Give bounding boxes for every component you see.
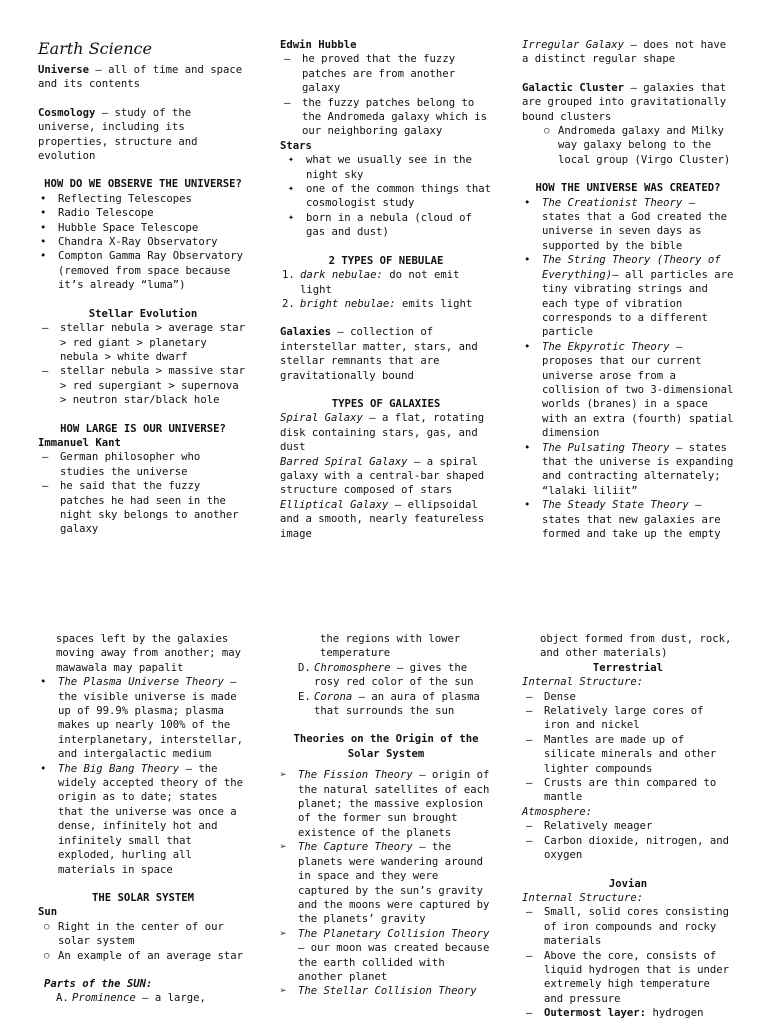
list-item: [522, 819, 734, 833]
column-4: [38, 632, 248, 1006]
list-item-text: he proved that the fuzzy patches are from another galaxy: [302, 53, 456, 95]
dash-marker: –: [284, 96, 291, 109]
def-cosmology: – study of the universe, including its properties, structure and evolution: [38, 106, 198, 163]
star-marker: ✦: [288, 183, 295, 195]
continued-text: the regions with lower temperature: [320, 633, 461, 660]
outermost-layer-list: [522, 1006, 734, 1020]
terrestrial-internal-list: [522, 690, 734, 805]
item-term: The Big Bang Theory: [58, 762, 180, 775]
continued-text: object formed from dust, rock, and other materials): [540, 633, 732, 660]
column-5: [280, 632, 492, 999]
origin-theories-list: [280, 768, 492, 999]
item-term: dark nebulae:: [300, 269, 383, 282]
item-definition: – proposes that our current universe arose from a collision of two 3-dimensional worlds (branes) in a space with an extra (fourth) spatial dimension: [542, 340, 734, 440]
kant-name: Immanuel Kant: [38, 436, 121, 449]
bullet-marker: •: [524, 499, 531, 512]
list-item-text: Andromeda galaxy and Milky way galaxy belong to the local group (Virgo Cluster): [558, 125, 731, 166]
list-item: [280, 768, 492, 840]
galaxy-types-list: [280, 411, 492, 541]
list-item: [38, 450, 248, 479]
item-term: The Steady State Theory: [542, 499, 689, 512]
list-item-text: An example of an average star: [58, 949, 243, 962]
list-item: [38, 364, 248, 407]
list-item: [280, 182, 492, 211]
list-item: [38, 249, 248, 292]
list-item-text: Dense: [544, 690, 576, 703]
list-item: [38, 949, 248, 963]
list-item: [38, 235, 248, 249]
item-definition: – gives the rosy red color of the sun: [314, 661, 474, 689]
list-item-text: Right in the center of our solar system: [58, 920, 224, 948]
term-stars: Stars: [280, 139, 312, 152]
list-item: [38, 192, 248, 206]
list-item: [522, 704, 734, 733]
list-item: [38, 920, 248, 949]
list-item: [280, 153, 492, 182]
item-definition: – all particles are tiny vibrating strings and each type of vibration corresponds to a different particle: [542, 268, 734, 339]
star-marker: ✦: [288, 211, 295, 223]
list-item: [38, 479, 248, 537]
item-term: The Plasma Universe Theory: [58, 676, 224, 689]
item-term: bright nebulae:: [300, 297, 396, 310]
list-item: [522, 498, 734, 541]
dash-marker: –: [526, 820, 533, 833]
theories-continued-list: [38, 675, 248, 877]
list-item: [280, 96, 492, 139]
list-item: [38, 206, 248, 220]
item-term: The Capture Theory: [298, 841, 413, 854]
sun-parts-list-continued: [280, 661, 492, 719]
bullet-marker: •: [524, 340, 531, 353]
item-number: D.: [298, 661, 311, 674]
item-term: The Ekpyrotic Theory: [542, 340, 670, 353]
creation-theories-list: [522, 196, 734, 542]
heading-universe-created: HOW THE UNIVERSE WAS CREATED?: [535, 182, 721, 195]
list-item: [522, 776, 734, 805]
list-item-text: Crusts are thin compared to mantle: [544, 777, 717, 804]
dash-marker: –: [526, 906, 533, 919]
label-jovian-internal-structure: Internal Structure:: [522, 891, 644, 904]
list-item-text: what we usually see in the night sky: [306, 154, 472, 181]
list-item-text: Small, solid cores consisting of iron compounds and rocky materials: [544, 906, 729, 948]
list-item: [38, 762, 248, 877]
arrow-marker: ➢: [280, 926, 287, 940]
term-cluster: Galactic Cluster: [522, 81, 625, 94]
list-item-text: Relatively meager: [544, 820, 653, 833]
galaxy-type-term: Elliptical Galaxy: [280, 498, 389, 511]
item-definition: – states that a God created the universe in seven days as supported by the bible: [542, 196, 727, 252]
dash-marker: –: [526, 777, 533, 790]
heading-types-of-galaxies: TYPES OF GALAXIES: [331, 397, 441, 410]
item-number: A.: [56, 992, 69, 1005]
list-item: [280, 840, 492, 926]
item-term: The Planetary Collision Theory: [298, 927, 490, 940]
galaxy-type: [280, 411, 492, 454]
stellar-list: [38, 321, 248, 407]
dash-marker: –: [42, 365, 49, 378]
item-definition: – states that new galaxies are formed and take up the empty: [542, 499, 721, 540]
list-item: [280, 661, 492, 690]
sun-list: [38, 920, 248, 963]
dash-marker: –: [526, 949, 533, 962]
list-item: [522, 1006, 734, 1020]
ring-marker: ○: [44, 921, 50, 932]
heading-parts-of-sun: Parts of the SUN:: [44, 977, 153, 990]
bullet-marker: •: [524, 254, 531, 267]
def-outermost-layer: hydrogen: [646, 1007, 704, 1020]
bullet-marker: •: [40, 236, 47, 249]
list-item: [522, 733, 734, 776]
list-item-text: Chandra X-Ray Observatory: [58, 236, 218, 249]
list-item-text: Mantles are made up of silicate minerals and other lighter compounds: [544, 733, 717, 775]
list-item: [522, 253, 734, 339]
def-galaxies: – collection of interstellar matter, stars, and stellar remnants that are gravitationally bound: [280, 326, 478, 382]
list-item-text: born in a nebula (cloud of gas and dust): [306, 211, 472, 239]
hubble-list: [280, 52, 492, 138]
list-item: [280, 690, 492, 719]
observe-list: [38, 192, 248, 293]
def-universe: – all of time and space and its contents: [38, 64, 243, 91]
list-item: [280, 268, 492, 297]
list-item: [280, 984, 492, 998]
item-term: The Fission Theory: [298, 769, 413, 782]
nebulae-list: [280, 268, 492, 311]
item-definition: do not emit light: [300, 269, 460, 296]
item-term: The String Theory (Theory of Everything): [542, 254, 721, 281]
heading-how-large: HOW LARGE IS OUR UNIVERSE?: [60, 422, 226, 435]
label-atmosphere: Atmosphere:: [522, 805, 593, 818]
item-number: 2.: [282, 297, 295, 310]
ring-marker: ○: [544, 126, 550, 137]
item-definition: emits light: [395, 297, 473, 310]
bullet-marker: •: [40, 676, 47, 689]
column-3: [522, 38, 734, 541]
bullet-marker: •: [40, 250, 47, 263]
list-item-text: Radio Telescope: [58, 207, 154, 220]
item-term: The Creationist Theory: [542, 196, 683, 209]
list-item: [38, 991, 248, 1005]
list-item-text: Carbon dioxide, nitrogen, and oxygen: [544, 834, 729, 862]
ring-marker: ○: [44, 950, 50, 961]
list-item-text: Reflecting Telescopes: [58, 192, 192, 205]
bullet-marker: •: [40, 192, 47, 205]
list-item-text: stellar nebula > average star > red giant > planetary nebula > white dwarf: [60, 322, 245, 363]
galaxy-type-term: Barred Spiral Galaxy: [280, 455, 408, 468]
heading-solar-system: THE SOLAR SYSTEM: [91, 891, 195, 904]
hubble-name: Edwin Hubble: [280, 39, 357, 51]
list-item: [280, 52, 492, 95]
term-cosmology: Cosmology: [38, 106, 96, 119]
cosmology-definition: [38, 106, 248, 164]
list-item-text: stellar nebula > massive star > red supergiant > supernova > neutron star/black hole: [60, 365, 245, 407]
def-irregular: – does not have a distinct regular shape: [522, 39, 727, 66]
list-item: [522, 949, 734, 1007]
list-item-text: German philosopher who studies the universe: [60, 451, 201, 478]
cluster-list: [522, 124, 734, 167]
irregular-galaxy-definition: [522, 38, 734, 67]
item-definition: – the planets were wandering around in space and they were captured by the sun’s gravity and the moons were captured by the planets’ gravity: [298, 841, 490, 926]
item-number: E.: [298, 690, 311, 703]
item-definition: – our moon was created because the earth collided with another planet: [298, 942, 490, 983]
list-item-text: the fuzzy patches belong to the Andromeda galaxy which is our neighboring galaxy: [302, 96, 487, 138]
term-irregular: Irregular Galaxy: [522, 39, 625, 51]
galactic-cluster-definition: [522, 81, 734, 124]
heading-origin-theories: Theories on the Origin of the Solar System: [293, 733, 479, 760]
def-cluster: – galaxies that are grouped into gravitationally bound clusters: [522, 81, 727, 123]
term-galaxies: Galaxies: [280, 326, 332, 339]
item-definition: – the widely accepted theory of the origin as to date; states that the universe was once a dense, infinitely hot and infinitely small that exploded, hurling all materials in space: [58, 762, 243, 876]
star-marker: ✦: [288, 154, 295, 166]
arrow-marker: ➢: [280, 768, 287, 782]
heading-terrestrial: Terrestrial: [592, 661, 664, 674]
list-item-text: Hubble Space Telescope: [58, 221, 199, 234]
continued-text: spaces left by the galaxies moving away from another; may mawawala may papalit: [56, 633, 241, 674]
column-1: [38, 38, 248, 537]
label-internal-structure: Internal Structure:: [522, 676, 644, 689]
list-item: [38, 321, 248, 364]
list-item: [522, 340, 734, 441]
galaxy-type-definition: – ellipsoidal and a smooth, nearly featureless image: [280, 498, 485, 540]
list-item: [522, 196, 734, 254]
list-item-text: one of the common things that cosmologist study: [306, 183, 491, 210]
list-item: [280, 211, 492, 240]
arrow-marker: ➢: [280, 984, 287, 998]
item-definition: – origin of the natural satellites of each planet; the massive explosion of the former sun brought existence of the planets: [298, 769, 490, 839]
list-item: [280, 297, 492, 311]
item-term: Chromosphere: [314, 661, 391, 674]
list-item-text: Relatively large cores of iron and nickel: [544, 705, 704, 732]
galaxies-definition: [280, 325, 492, 383]
sun-parts-list: [38, 991, 248, 1005]
column-2: [280, 38, 492, 541]
galaxy-type-definition: – a flat, rotating disk containing stars, gas, and dust: [280, 412, 485, 454]
kant-list: [38, 450, 248, 536]
dash-marker: –: [526, 690, 533, 703]
item-term: Corona: [314, 690, 353, 703]
galaxy-type-term: Spiral Galaxy: [280, 412, 363, 425]
heading-stellar-evolution: Stellar Evolution: [88, 307, 198, 320]
list-item: [280, 927, 492, 985]
universe-definition: [38, 63, 248, 92]
dash-marker: –: [526, 705, 533, 718]
list-item: [522, 441, 734, 499]
galaxy-type-definition: – a spiral galaxy with a central-bar shaped structure composed of stars: [280, 455, 485, 497]
list-item: [522, 690, 734, 704]
dash-marker: –: [42, 480, 49, 493]
term-sun: Sun: [38, 906, 58, 919]
item-definition: – states that the universe is expanding and contracting alternately; “lalaki liliit”: [542, 441, 734, 497]
terrestrial-atmosphere-list: [522, 819, 734, 862]
dash-marker: –: [42, 322, 49, 335]
list-item: [522, 905, 734, 948]
item-term: The Pulsating Theory: [542, 441, 670, 454]
column-6: [522, 632, 734, 1021]
list-item: [38, 221, 248, 235]
bullet-marker: •: [40, 762, 47, 775]
bullet-marker: •: [524, 441, 531, 454]
dash-marker: –: [42, 451, 49, 464]
item-number: 1.: [282, 269, 295, 282]
arrow-marker: ➢: [280, 840, 287, 854]
item-definition: – the visible universe is made up of 99.9% plasma; plasma makes up nearly 100% of the interplanetary, interstellar, and intergalactic medium: [58, 676, 243, 761]
dash-marker: –: [526, 834, 533, 847]
item-term: Prominence: [72, 992, 136, 1005]
list-item: [522, 124, 734, 167]
bullet-marker: •: [40, 221, 47, 234]
bullet-marker: •: [40, 207, 47, 220]
list-item-text: Above the core, consists of liquid hydrogen that is under extremely high temperature and pressure: [544, 949, 729, 1005]
heading-observe: HOW DO WE OBSERVE THE UNIVERSE?: [44, 178, 242, 191]
document-title: Earth Science: [38, 39, 152, 58]
dash-marker: –: [284, 53, 291, 66]
stars-list: [280, 153, 492, 239]
galaxy-type: [280, 455, 492, 498]
list-item: [38, 675, 248, 761]
bullet-marker: •: [524, 196, 531, 209]
item-definition: – an aura of plasma that surrounds the sun: [314, 690, 480, 718]
term-universe: Universe: [38, 64, 90, 76]
item-definition: – a large,: [135, 992, 206, 1005]
term-outermost-layer: Outermost layer:: [544, 1007, 647, 1020]
dash-marker: –: [526, 733, 533, 746]
list-item: [522, 834, 734, 863]
list-item-text: Compton Gamma Ray Observatory (removed from space because it’s already “luma”): [58, 250, 243, 292]
item-term: The Stellar Collision Theory: [298, 985, 477, 998]
dash-marker: –: [526, 1007, 533, 1020]
jovian-internal-list: [522, 905, 734, 1006]
heading-jovian: Jovian: [608, 877, 648, 890]
galaxy-type: [280, 498, 492, 541]
list-item-text: he said that the fuzzy patches he had seen in the night sky belongs to another galaxy: [60, 480, 239, 536]
heading-nebulae: 2 TYPES OF NEBULAE: [328, 254, 444, 267]
